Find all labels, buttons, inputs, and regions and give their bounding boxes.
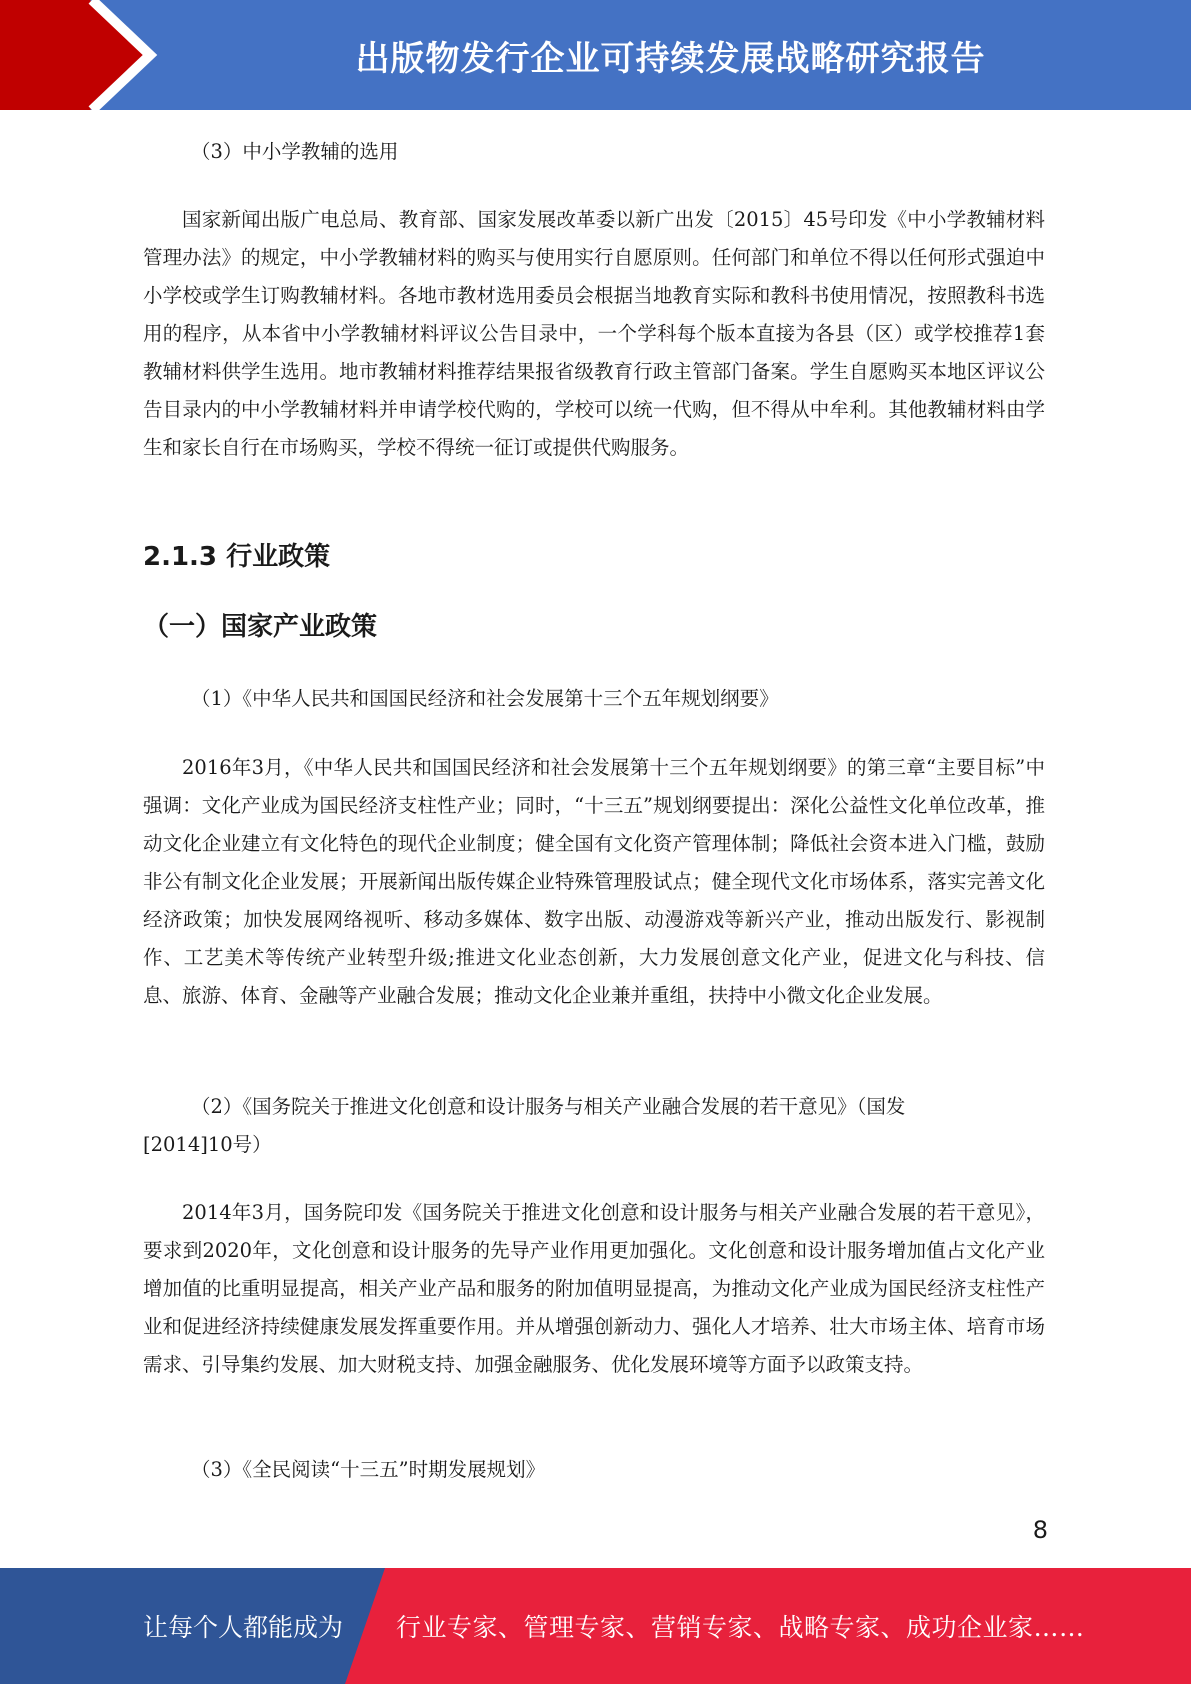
paragraph-state-council-opinion: 2014年3月，国务院印发《国务院关于推进文化创意和设计服务与相关产业融合发展的若干意见》，要求到2020年，文化创意和设计服务的先导产业作用更加强化。文化创意和设计服务增加值占文化产业增加值的比重明显提高，相关产业产品和服务的附加值明显提高，为推动文化产业成为国民经济支柱性产业和促进经济持续健康发展发挥重要作用。并从增强创新动力、强化人才培养、壮大市场主体、培育市场需求、引导集约发展、加大财税支持、加强金融服务、优化发展环境等方面予以政策支持。 — [143, 1201, 1045, 1376]
section-title-textbook-selection: （3）中小学教辅的选用 — [191, 140, 399, 163]
heading-national-industry-policy: （一）国家产业政策 — [143, 612, 378, 642]
item-title-state-council-opinion: （2）《国务院关于推进文化创意和设计服务与相关产业融合发展的若干意见》（国发[2014]10号） — [143, 1095, 906, 1156]
footer-slogan-right: 行业专家、管理专家、营销专家、战略专家、成功企业家…… — [396, 1613, 1085, 1642]
paragraph-textbook-selection: 国家新闻出版广电总局、教育部、国家发展改革委以新广出发〔2015〕45号印发《中小学教辅材料管理办法》的规定，中小学教辅材料的购买与使用实行自愿原则。任何部门和单位不得以任何形式强迫中小学校或学生订购教辅材料。各地市教材选用委员会根据当地教育实际和教科书使用情况，按照教科书选用的程序，从本省中小学教辅材料评议公告目录中，一个学科每个版本直接为各县（区）或学校推荐1套教辅材料供学生选用。地市教辅材料推荐结果报省级教育行政主管部门备案。学生自愿购买本地区评议公告目录内的中小学教辅材料并申请学校代购的，学校可以统一代购，但不得从中牟利。其他教辅材料由学生和家长自行在市场购买，学校不得统一征订或提供代购服务。 — [143, 208, 1045, 459]
page-footer — [0, 1568, 1191, 1684]
page-number: 8 — [1032, 1516, 1048, 1544]
item-title-13th-plan: （1）《中华人民共和国国民经济和社会发展第十三个五年规划纲要》 — [191, 687, 779, 710]
header-title: 出版物发行企业可持续发展战略研究报告 — [355, 38, 986, 79]
item-title-national-reading-plan: （3）《全民阅读“十三五”时期发展规划》 — [191, 1458, 546, 1481]
page-header — [0, 0, 1191, 110]
header-red-chevron — [0, 0, 150, 110]
footer-slogan-left: 让每个人都能成为 — [143, 1613, 344, 1642]
heading-industry-policy: 2.1.3 行业政策 — [143, 542, 331, 572]
paragraph-13th-plan: 2016年3月，《中华人民共和国国民经济和社会发展第十三个五年规划纲要》的第三章“主要目标”中强调：文化产业成为国民经济支柱性产业；同时，“十三五”规划纲要提出：深化公益性文化单位改革，推动文化企业建立有文化特色的现代企业制度；健全国有文化资产管理体制；降低社会资本进入门槛，鼓励非公有制文化企业发展；开展新闻出版传媒企业特殊管理股试点；健全现代文化市场体系，落实完善文化经济政策；加快发展网络视听、移动多媒体、数字出版、动漫游戏等新兴产业，推动出版发行、影视制作、工艺美术等传统产业转型升级;推进文化业态创新，大力发展创意文化产业，促进文化与科技、信息、旅游、体育、金融等产业融合发展；推动文化企业兼并重组，扶持中小微文化企业发展。 — [143, 756, 1045, 1007]
